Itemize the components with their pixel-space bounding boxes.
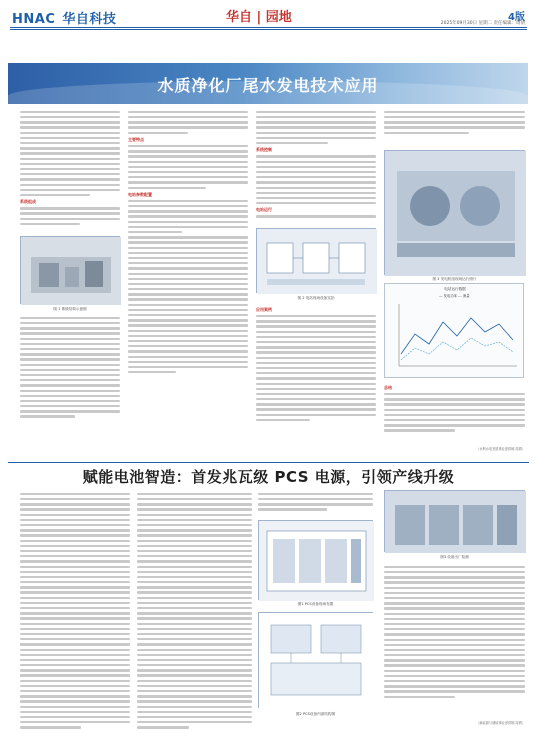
- article2-figure-1-caption: 图1 PCS设备现场布置: [297, 602, 334, 606]
- series-line-1: [401, 318, 513, 354]
- equipment-diagram-icon: [257, 229, 377, 294]
- chart-legend: — 发电功率 --- 流量: [439, 294, 470, 298]
- pcs-layout-icon: [259, 521, 374, 601]
- article2-figure-2: [258, 612, 373, 708]
- operation-chart: [384, 283, 524, 378]
- article1-figure-3-caption: 图 3 发电机组现场运行照片: [432, 277, 477, 281]
- issue-number: 4版: [508, 12, 525, 23]
- factory-test-photo-icon: [385, 491, 526, 553]
- article1-col-2: [128, 108, 248, 458]
- article1-col-4b: [384, 382, 525, 442]
- article1-headline: 水质净化厂尾水发电技术应用: [157, 76, 379, 95]
- article2-byline: （新能源与储能事业部供稿 周倩）: [476, 721, 525, 725]
- article1-figure-1: [20, 236, 120, 304]
- article2-col-4: [384, 563, 525, 718]
- article1-figure-1-caption: 图 1 系统结构示意图: [53, 307, 87, 311]
- generator-photo-icon: [385, 151, 526, 276]
- article2-figure-1: [258, 520, 373, 600]
- article1-subhead-3: 电站参数配置: [128, 191, 152, 197]
- article1-byline: （水利水电发展事业部供稿 周倩）: [476, 447, 525, 451]
- article2-figure-3: [384, 490, 525, 552]
- company-logo: [12, 8, 116, 27]
- article1-banner: [8, 63, 528, 104]
- header-rule-thin: [10, 29, 527, 30]
- article1-col-3b: [256, 304, 376, 458]
- article2-col-3a: [258, 490, 373, 518]
- article2-headline: 赋能电池智造：首发兆瓦级 PCS 电源，引领产线升级: [82, 468, 455, 486]
- article1-subhead-4: 系统控制: [256, 147, 272, 153]
- article1-subhead-1: 系统组成: [20, 199, 36, 205]
- logo-en: HNAC: [12, 12, 56, 27]
- article1-subhead-6: 应用案例: [256, 307, 272, 312]
- series-line-2: [401, 338, 513, 360]
- chart-canvas: [385, 284, 525, 379]
- article2-col-2: [137, 490, 252, 730]
- article1-figure-3: [384, 150, 525, 275]
- article2-figure-3-caption: 图3 设备出厂检测: [440, 555, 469, 559]
- article-divider: [8, 462, 529, 463]
- pcs-internal-icon: [259, 613, 374, 709]
- article1-col-3: [256, 108, 376, 218]
- article1-col-4: [384, 108, 525, 146]
- article1-subhead-2: 主要特点: [128, 136, 144, 142]
- section-title: 华自 | 园地: [226, 10, 292, 25]
- header-rule: [10, 27, 527, 28]
- article1-col-1: [20, 108, 120, 233]
- article2-col-1: [20, 490, 130, 730]
- chart-title: 电站运行数据: [444, 287, 466, 291]
- article2-figure-2-caption: 图2 PCS设备内部结构图: [295, 712, 336, 716]
- article1-subhead-8: 总结: [384, 385, 392, 390]
- site-photo-icon: [21, 237, 121, 305]
- article1-col-1b: [20, 314, 120, 459]
- article1-figure-2-caption: 图 2 电站现场设备实拍: [297, 296, 335, 300]
- article1-subhead-5: 电站运行: [256, 207, 272, 213]
- masthead: [0, 0, 537, 42]
- logo-cn: 华自科技: [62, 12, 117, 27]
- article1-figure-2: [256, 228, 376, 293]
- dateline: 2025年09月30日 星期二 责任编辑：周倩: [440, 21, 525, 26]
